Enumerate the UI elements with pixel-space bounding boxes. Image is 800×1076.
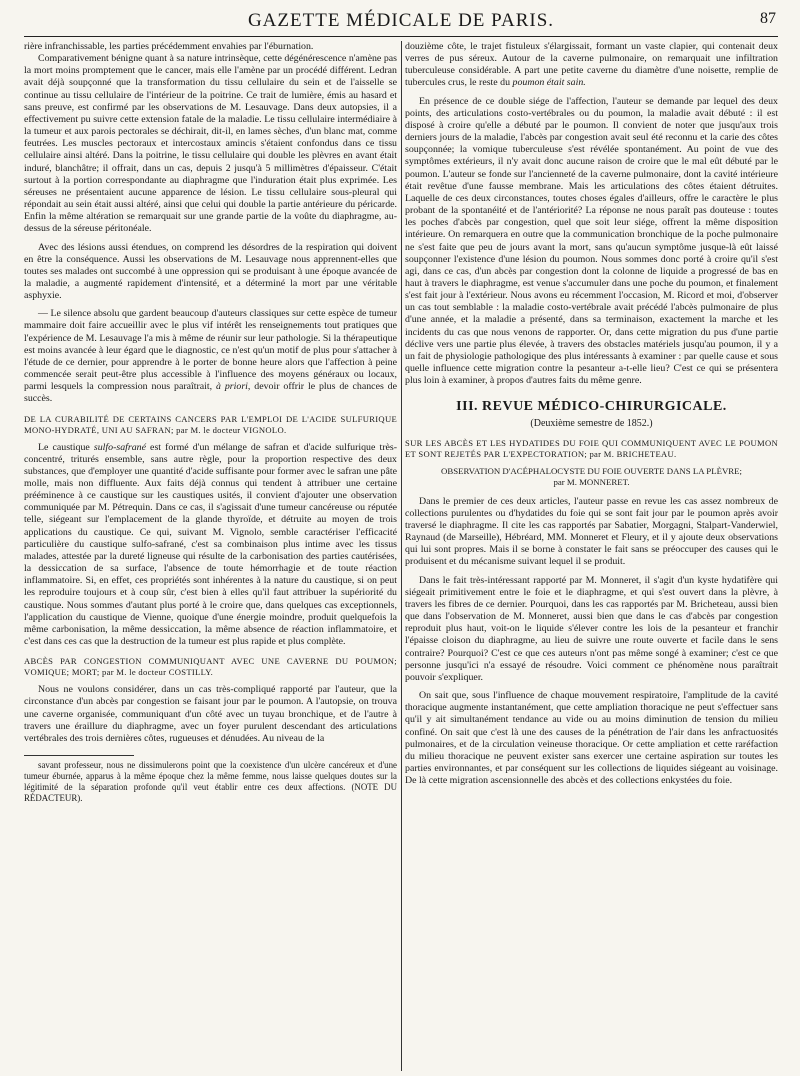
section-title: III. REVUE MÉDICO-CHIRURGICALE.: [456, 399, 727, 415]
editor-note: (NOTE DU RÉDACTEUR).: [24, 781, 397, 803]
paragraph-text: est formé d'un mélange de safran et d'acide sulfurique très-concentré, triturés ensemble, sans autre règle, pour la proportion respective des deux substances, que d'employer une quantité d'acide suffisante pour former avec le safran une pâte molle, mais non diffluente. Aux faits déjà connus qui tendent à attribuer une certaine prééminence à ce caustique sur les caustiques usités, il convient d'ajouter une observation communiquée par M. Pétrequin. Dans ce cas, il s'agissait d'une tumeur cancéreuse ou réputée telle, siégeant sur l'emplacement de la glande thyroïde, et détruite au moyen de trois applications du caustique. Ce qui, suivant M. Vignolo, semble caractériser l'efficacité particulière du caustique sulfo-safrané, c'est sa combinaison plus intime avec les tissus malades, attestée par la dureté ligneuse qui résulte de la carbonisation des parties cautérisées, la dessiccation de sa surface, l'absence de toute hémorrhagie et de toute réaction inflammatoire. Si, en effet, ces propriétés sont inhérentes à la nature du caustique, si on peut les reproduire toujours et à coup sûr, c'est bien à elles qu'il faut attribuer la supériorité du caustique. Nous sommes d'autant plus porté à le croire que, dans quelques cas exceptionnels, l'application du caustique de Vienne, quoique d'une énergie moindre, produit quelquefois la même carbonisation, la même dessiccation, la même absence de réaction inflammatoire, et c'est dans ces cas que la destruction de la tumeur est plus rapide et plus complète.: [24, 441, 397, 648]
section-subtitle: (Deuxième semestre de 1852.): [530, 417, 653, 429]
paragraph: Comparativement bénigne quant à sa nature intrinsèque, cette dégénérescence n'amène pas la mort moins promptement que le cancer, mais elle l'amène par un procédé différent. Ledran avait déjà soupçonné que la transformation du tissu cellulaire du sein et de l'aisselle se continue au tissu cellulaire de l'intérieur de la poitrine. Ce trait de lumière, émis au hasard et sans preuve, est confirmé par les observations de M. Lesauvage. Dans deux autopsies, il a effectivement pu suivre cette extension fatale de la maladie. Le tissu cellulaire intermédiaire à la tumeur et aux parois pectorales se déchirait, dit-il, en lames sèches, d'un blanc mat, comme feutrées. Les muscles pectoraux et intercostaux amincis s'étaient confondus dans ce tissu cellulaire ainsi altéré. Dans la poitrine, le tissu cellulaire qui double les plèvres en avant était induré, blanchâtre; il offrait, dans un cas, depuis 2 jusqu'à 5 millimètres d'épaisseur. C'était surtout à la portion correspondante au diaphragme que l'induration était plus exprimée. Les séreuses ne présentaient aucune apparence de lésion. Le tissu cellulaire sous-pleural qui répondait au sein était aussi altéré, ainsi que celui qui double la partie antérieure du péricarde. Enfin la même altération se remarquait sur une grande partie de la voûte du diaphragme, au-dessus de la séreuse péritonéale.: [24, 53, 397, 235]
footnote: [24, 760, 397, 804]
paragraph: [405, 41, 778, 90]
left-column: [24, 41, 397, 1071]
paragraph: [24, 308, 397, 405]
right-column: [405, 41, 778, 1071]
footnote-body: savant professeur, nous ne dissimulerons point que la coexistence d'un ulcère cancéreux et d'une tumeur éburnée, apparus à la même époque chez la même femme, nous laisse quelques doutes sur la légitimité de la séparation profonde qu'il veut établir entre ces deux affections.: [24, 759, 397, 792]
column-divider: [401, 41, 402, 1071]
italic-text: à priori: [216, 381, 248, 393]
footnote-text: [24, 760, 397, 804]
paragraph: Nous ne voulons considérer, dans un cas très-compliqué rapporté par l'auteur, que la circonstance d'un abcès par congestion se faisant jour par le poumon. A l'autopsie, on trouva une caverne organisée, communiquant d'un côté avec un tuyau bronchique, et de l'autre à travers une éraillure du diaphragme, avec un foyer purulent descendant des articulations vertébrales des trois dernières côtes, rugueuses et dénudées. Au niveau de la: [24, 684, 397, 744]
observation-title: OBSERVATION D'ACÉPHALOCYSTE DU FOIE OUVERTE DANS LA PLÈVRE;: [440, 465, 742, 476]
journal-title: GAZETTE MÉDICALE DE PARIS.: [247, 10, 555, 31]
observation-heading: [405, 466, 778, 488]
paragraph-text: Le caustique: [38, 441, 94, 453]
italic-text: poumon était sain.: [512, 77, 586, 89]
paragraph-text: — Le silence absolu que gardent beaucoup d'auteurs classiques sur cette espèce de tumeur mammaire doit faire accueillir avec le plus vif intérêt les renseignements tout pratiques que l'expérience de M. Lesauvage l'a mis à même de réunir sur leur pathologie. Si la thérapeutique est moins avancée à leur égard que le diagnostic, ce n'est qu'un motif de plus pour s'attacher à l'étude de ce dernier, pour apprendre à le porter de bonne heure alors que l'affection à peine commencée serait peut-être plus accessible à l'influence des moyens généraux ou locaux, parmi lesquels la compression nous paraîtrait,: [24, 308, 397, 393]
footnote-divider: [24, 755, 134, 756]
page-number: 87: [760, 10, 776, 27]
article-heading: DE LA CURABILITÉ DE CERTAINS CANCERS PAR L'EMPLOI DE L'ACIDE SULFURIQUE MONO-HYDRATÉ, UNI AU SAFRAN; par M. le docteur VIGNOLO.: [24, 413, 397, 435]
paragraph: rière infranchissable, les parties précédemment envahies par l'éburnation.: [24, 41, 314, 52]
paragraph: Avec des lésions aussi étendues, on comprend les désordres de la respiration qui doivent en être la conséquence. Aussi les observations de M. Lesauvage nous apprennent-elles que toutes ses malades ont succombé à une oppression qui se produisant à une époque avancée de la maladie, a augmenté rapidement d'intensité, et a déterminé la mort par une véritable asphyxie.: [24, 241, 397, 302]
article-heading: SUR LES ABCÈS ET LES HYDATIDES DU FOIE QUI COMMUNIQUENT AVEC LE POUMON ET SONT REJETÉS PAR L'EXPECTORATION; par M. BRICHETEAU.: [405, 437, 778, 459]
italic-text: sulfo-safrané: [93, 441, 146, 453]
paragraph-text: douzième côte, le trajet fistuleux s'élargissait, formant un vaste clapier, qui contenait deux verres de pus séreux. Autour de la caverne pulmonaire, on remarquait une infiltration tuberculeuse considérable. A part une petite caverne du diamètre d'une noisette, remplie de tubercules crus, le reste du: [405, 41, 778, 89]
article-heading: ABCÈS PAR CONGESTION COMMUNIQUANT AVEC UNE CAVERNE DU POUMON; VOMIQUE; MORT; par M. le docteur COSTILLY.: [24, 656, 397, 678]
paragraph: Dans le premier de ces deux articles, l'auteur passe en revue les cas assez nombreux de collections purulentes ou d'hydatides du foie qui se sont fait jour par le poumon après avoir traversé le diaphragme. Il cite les cas rapportés par Sabatier, Morgagni, Stalpart-Vanderwiel, Raynaud (de Marseille), Hébréard, MM. Monneret et Fleury, et il y ajoute deux observations qui lui sont propres. Mais il se borne à constater le fait sans se préoccuper des causes qui le produisent et du mécanisme suivant lequel il se produit.: [405, 495, 778, 568]
paragraph-text: , devoir offrir le plus de chances de succès.: [24, 381, 397, 405]
columns: [24, 41, 778, 1071]
observation-author: par M. MONNERET.: [553, 476, 630, 487]
masthead: [24, 10, 778, 37]
paragraph: En présence de ce double siége de l'affection, l'auteur se demande par lequel des deux points, des articulations costo-vertébrales ou du poumon, la maladie avait débuté : il est disposé à croire qu'elle a débuté par le poumon. Il convient de noter que jusqu'aux trois derniers jours de la maladie, l'abcès par congestion avait seul été reconnu et la carie des côtes soupçonnée; la vomique tuberculeuse s'est révélée spontanément. Au point de vue des symptômes extérieurs, il n'y avait donc aucune raison de croire que le mal eût débuté par le poumon. L'auteur se fonde sur l'ancienneté de la caverne pulmonaire, dont la cavité intérieure était revêtue d'une fausse membrane. Mais les articulations des côtes étaient détruites. Laquelle de ces deux circonstances, toutes choses égales d'ailleurs, offre le caractère le plus probant de la spontanéité et de l'antériorité? La réponse ne nous paraît pas douteuse : toutes les poches d'abcès par congestion, quel que soit leur siége, offrent la même disposition intérieure. On remarquera en outre que la communication bronchique de la poche pulmonaire ne s'est faite que peu de jours avant la mort, sans qu'aucun symptôme jusque-là eût laissé soupçonner l'existence d'une lésion du poumon. Nous sommes donc porté à croire qu'il s'est agi, dans ce cas, d'un abcès par congestion dont la colonne de liquide a progressé de bas en haut à travers le diaphragme, est venue s'accumuler dans une poche du poumon, et finalement s'est fait jour à l'extérieur. Nous avons eu récemment l'occasion, M. Ricord et moi, d'observer un cas tout semblable : la maladie costo-vertébrale avait précédé l'abcès pulmonaire de plus d'une année, et la maladie a présenté, dans sa terminaison, exactement la marche et les incidents du cas que nous venons de rapporter. Or, dans cette migration du pus d'une partie déclive vers une partie plus élevée, à travers des obstacles matériels jusqu'au poumon, il y a un fait de physiologie pathologique des plus intéressants à examiner : par quelle cause et sous quelle influence cette migration contre la pesanteur a-t-elle lieu? C'est ce qui se présentera plus loin à examiner, à propos d'autres faits du même genre.: [405, 95, 778, 387]
paragraph: [24, 442, 397, 649]
paragraph: On sait que, sous l'influence de chaque mouvement respiratoire, l'amplitude de la cavité thoracique augmente instantanément, que cette ampliation thoracique ne peut s'effectuer sans qu'il y ait simultanément tendance au vide ou au moins diminution de tension du milieu confiné. On sait que c'est là une des causes de la pénétration de l'air dans les anfractuosités pulmonaires, et de la circulation veineuse thoracique. Or cette ampliation et cette raréfaction du milieu thoracique ne peuvent exister sans exercer une certaine aspiration sur toutes les parties environnantes, et par conséquent sur les collections de liquides siégeant au voisinage. De là cette migration ascensionnelle des abcès et des collections enkystées du foie.: [405, 690, 778, 787]
paragraph: Dans le fait très-intéressant rapporté par M. Monneret, il s'agit d'un kyste hydatifère qui siégeait primitivement entre le foie et le diaphragme, et qui s'est ouvert dans la plèvre, à travers les fibres de ce dernier. Pourquoi, dans les cas rapportés par M. Bricheteau, aussi bien que dans l'observation de M. Monneret, aussi bien que dans le cas d'abcès par congestion reproduit plus haut, voit-on le liquide s'élever contre les lois de la pesanteur et franchir l'épaisse cloison du diaphragme, au lieu de suivre une route ouverte et facile dans le sens contraire? Pourquoi? C'est ce que ces auteurs n'ont pas même songé à examiner; c'est ce que personne jusqu'ici n'a essayé de résoudre. Voici comment ce phénomène nous paraîtrait pouvoir s'expliquer.: [405, 574, 778, 683]
